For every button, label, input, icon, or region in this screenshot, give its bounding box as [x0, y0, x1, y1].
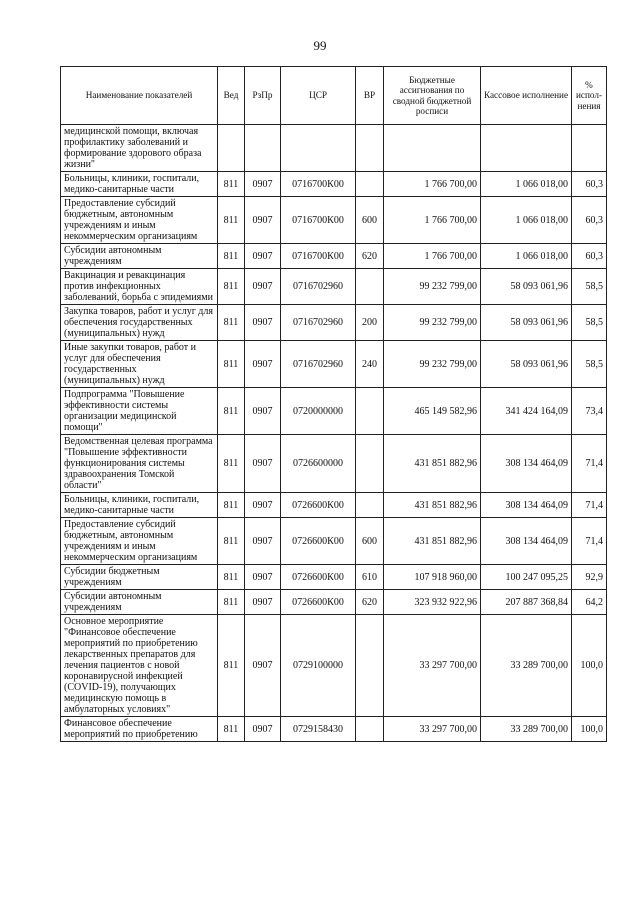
cell-ved [218, 125, 245, 172]
cell-exec: 308 134 464,09 [481, 518, 572, 565]
cell-name: Больницы, клиники, госпитали, медико-санитарные части [61, 493, 218, 518]
table-row [61, 518, 607, 565]
table-row [61, 435, 607, 493]
cell-csr: 0716702960 [281, 341, 356, 388]
cell-exec: 58 093 061,96 [481, 341, 572, 388]
cell-exec: 58 093 061,96 [481, 305, 572, 341]
cell-ved: 811 [218, 435, 245, 493]
cell-rzpr: 0907 [245, 493, 281, 518]
cell-name: Субсидии автономным учреждениям [61, 244, 218, 269]
cell-name: Закупка товаров, работ и услуг для обеспечения государственных (муниципальных) нужд [61, 305, 218, 341]
cell-name: Иные закупки товаров, работ и услуг для обеспечения государственных (муниципальных) нужд [61, 341, 218, 388]
cell-plan: 99 232 799,00 [384, 269, 481, 305]
cell-ved: 811 [218, 493, 245, 518]
cell-rzpr: 0907 [245, 341, 281, 388]
cell-csr [281, 125, 356, 172]
cell-exec: 1 066 018,00 [481, 197, 572, 244]
cell-vr: 620 [356, 244, 384, 269]
table-row [61, 388, 607, 435]
cell-plan: 99 232 799,00 [384, 305, 481, 341]
cell-rzpr: 0907 [245, 197, 281, 244]
cell-csr: 0716700К00 [281, 244, 356, 269]
cell-plan: 431 851 882,96 [384, 493, 481, 518]
cell-pct: 64,2 [572, 590, 607, 615]
cell-plan: 107 918 960,00 [384, 565, 481, 590]
cell-vr [356, 615, 384, 717]
table-row [61, 125, 607, 172]
cell-pct: 58,5 [572, 305, 607, 341]
cell-csr: 0726600000 [281, 435, 356, 493]
cell-name: Подпрограмма "Повышение эффективности системы организации медицинской помощи" [61, 388, 218, 435]
page-number: 99 [313, 38, 327, 53]
cell-plan: 431 851 882,96 [384, 435, 481, 493]
table-row [61, 717, 607, 742]
table-row [61, 341, 607, 388]
cell-vr [356, 435, 384, 493]
cell-vr: 610 [356, 565, 384, 590]
cell-ved: 811 [218, 615, 245, 717]
cell-vr: 600 [356, 197, 384, 244]
cell-pct: 73,4 [572, 388, 607, 435]
cell-exec: 100 247 095,25 [481, 565, 572, 590]
cell-rzpr: 0907 [245, 518, 281, 565]
cell-csr: 0726600К00 [281, 565, 356, 590]
cell-pct: 60,3 [572, 244, 607, 269]
table-row [61, 197, 607, 244]
cell-name: Предоставление субсидий бюджетным, автономным учреждениям и иным некоммерческим организациям [61, 518, 218, 565]
cell-rzpr: 0907 [245, 717, 281, 742]
table-row [61, 244, 607, 269]
cell-exec: 308 134 464,09 [481, 435, 572, 493]
cell-ved: 811 [218, 717, 245, 742]
cell-rzpr: 0907 [245, 388, 281, 435]
header-csr: ЦСР [281, 67, 356, 125]
cell-vr [356, 269, 384, 305]
cell-pct: 100,0 [572, 615, 607, 717]
cell-rzpr: 0907 [245, 244, 281, 269]
cell-ved: 811 [218, 388, 245, 435]
cell-name: Больницы, клиники, госпитали, медико-санитарные части [61, 172, 218, 197]
cell-plan: 431 851 882,96 [384, 518, 481, 565]
cell-csr: 0720000000 [281, 388, 356, 435]
cell-ved: 811 [218, 244, 245, 269]
cell-plan: 465 149 582,96 [384, 388, 481, 435]
header-ved: Вед [218, 67, 245, 125]
budget-execution-table [60, 66, 607, 742]
cell-vr: 620 [356, 590, 384, 615]
cell-rzpr: 0907 [245, 435, 281, 493]
header-exec: Кассовое исполнение [481, 67, 572, 125]
cell-plan: 33 297 700,00 [384, 717, 481, 742]
cell-csr: 0729100000 [281, 615, 356, 717]
cell-csr: 0716700К00 [281, 197, 356, 244]
cell-plan: 33 297 700,00 [384, 615, 481, 717]
table-body [61, 125, 607, 742]
cell-name: Субсидии бюджетным учреждениям [61, 565, 218, 590]
cell-vr: 600 [356, 518, 384, 565]
header-rzpr: РзПр [245, 67, 281, 125]
cell-csr: 0726600К00 [281, 493, 356, 518]
cell-ved: 811 [218, 197, 245, 244]
cell-exec [481, 125, 572, 172]
cell-name: Вакцинация и ревакцинация против инфекционных заболеваний, борьба с эпидемиями [61, 269, 218, 305]
table-row [61, 615, 607, 717]
cell-csr: 0716702960 [281, 269, 356, 305]
cell-csr: 0729158430 [281, 717, 356, 742]
cell-pct: 71,4 [572, 518, 607, 565]
cell-name: Субсидии автономным учреждениям [61, 590, 218, 615]
table-row [61, 590, 607, 615]
cell-plan [384, 125, 481, 172]
cell-name: медицинской помощи, включая профилактику заболеваний и формирование здорового образа жизни" [61, 125, 218, 172]
cell-exec: 58 093 061,96 [481, 269, 572, 305]
cell-vr [356, 172, 384, 197]
cell-rzpr: 0907 [245, 590, 281, 615]
cell-vr [356, 493, 384, 518]
cell-pct: 71,4 [572, 435, 607, 493]
cell-rzpr: 0907 [245, 172, 281, 197]
cell-rzpr: 0907 [245, 305, 281, 341]
cell-pct: 58,5 [572, 341, 607, 388]
cell-pct: 100,0 [572, 717, 607, 742]
cell-ved: 811 [218, 518, 245, 565]
cell-plan: 1 766 700,00 [384, 197, 481, 244]
cell-exec: 33 289 700,00 [481, 615, 572, 717]
cell-ved: 811 [218, 341, 245, 388]
header-vr: ВР [356, 67, 384, 125]
cell-ved: 811 [218, 172, 245, 197]
cell-csr: 0726600К00 [281, 518, 356, 565]
cell-vr [356, 717, 384, 742]
cell-pct: 60,3 [572, 172, 607, 197]
cell-vr: 200 [356, 305, 384, 341]
cell-plan: 99 232 799,00 [384, 341, 481, 388]
cell-rzpr: 0907 [245, 615, 281, 717]
cell-exec: 308 134 464,09 [481, 493, 572, 518]
table-row [61, 172, 607, 197]
cell-pct: 58,5 [572, 269, 607, 305]
cell-exec: 1 066 018,00 [481, 244, 572, 269]
cell-exec: 1 066 018,00 [481, 172, 572, 197]
table-row [61, 493, 607, 518]
cell-exec: 33 289 700,00 [481, 717, 572, 742]
cell-exec: 341 424 164,09 [481, 388, 572, 435]
cell-rzpr: 0907 [245, 269, 281, 305]
cell-ved: 811 [218, 305, 245, 341]
cell-csr: 0716702960 [281, 305, 356, 341]
cell-pct: 71,4 [572, 493, 607, 518]
table-header-row [61, 67, 607, 125]
cell-name: Предоставление субсидий бюджетным, автономным учреждениям и иным некоммерческим организациям [61, 197, 218, 244]
header-pct: % испол-нения [572, 67, 607, 125]
cell-plan: 1 766 700,00 [384, 172, 481, 197]
cell-name: Финансовое обеспечение мероприятий по приобретению [61, 717, 218, 742]
cell-vr [356, 388, 384, 435]
cell-rzpr: 0907 [245, 565, 281, 590]
header-name: Наименование показателей [61, 67, 218, 125]
cell-exec: 207 887 368,84 [481, 590, 572, 615]
cell-plan: 323 932 922,96 [384, 590, 481, 615]
cell-rzpr [245, 125, 281, 172]
cell-ved: 811 [218, 269, 245, 305]
cell-pct: 60,3 [572, 197, 607, 244]
cell-plan: 1 766 700,00 [384, 244, 481, 269]
table-row [61, 269, 607, 305]
cell-csr: 0726600К00 [281, 590, 356, 615]
cell-pct [572, 125, 607, 172]
cell-name: Ведомственная целевая программа "Повышение эффективности функционирования системы здравоохранения Томской области" [61, 435, 218, 493]
cell-csr: 0716700К00 [281, 172, 356, 197]
table-row [61, 565, 607, 590]
cell-ved: 811 [218, 590, 245, 615]
cell-vr [356, 125, 384, 172]
cell-ved: 811 [218, 565, 245, 590]
cell-name: Основное мероприятие "Финансовое обеспечение мероприятий по приобретению лекарственных препаратов для лечения пациентов с новой коронавирусной инфекцией (COVID-19), получающих медицинскую помощь в амбулаторных условиях" [61, 615, 218, 717]
cell-vr: 240 [356, 341, 384, 388]
header-plan: Бюджетные ассигнования по сводной бюджетной росписи [384, 67, 481, 125]
table-row [61, 305, 607, 341]
cell-pct: 92,9 [572, 565, 607, 590]
